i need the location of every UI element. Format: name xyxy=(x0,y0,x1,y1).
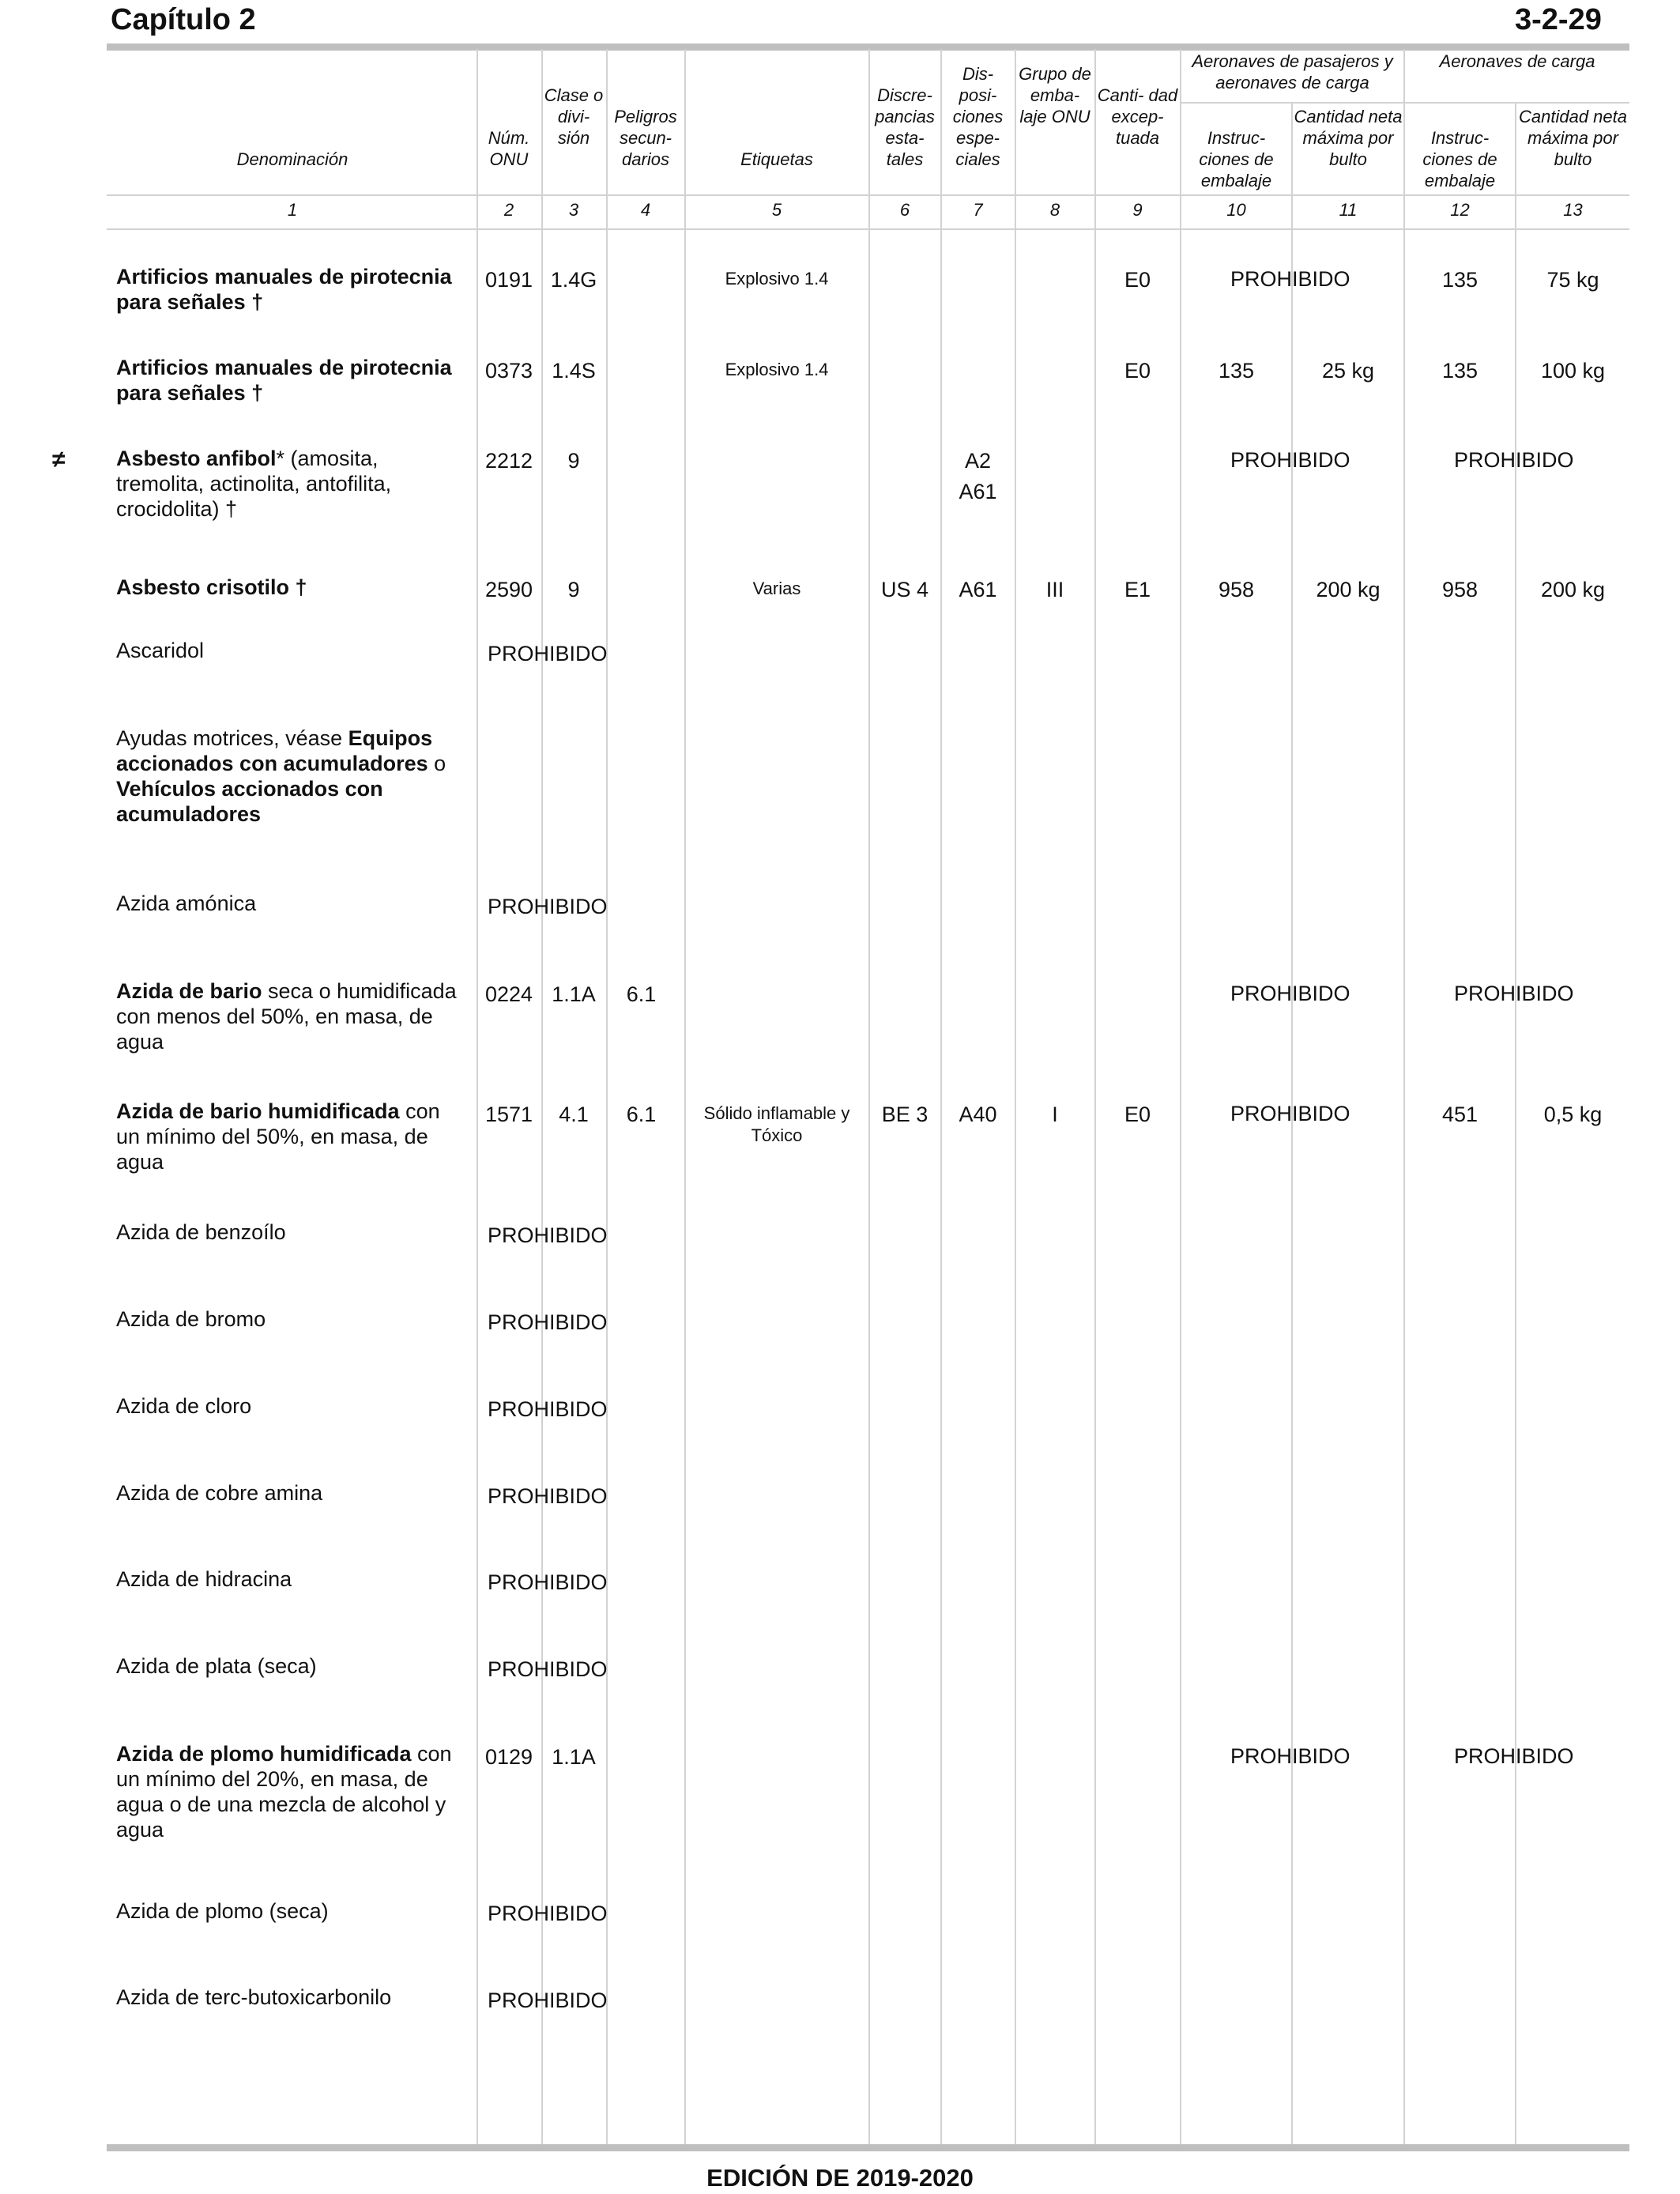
row-qty-passenger: 200 kg xyxy=(1316,578,1381,601)
row-subsidiary-hazard: 6.1 xyxy=(626,1103,657,1126)
row-qty-cargo: 0,5 kg xyxy=(1543,1103,1603,1126)
row-special-provision: A2 xyxy=(964,449,992,473)
row-name: Azida de plomo (seca) xyxy=(116,1899,329,1923)
row-name: Ayudas motrices, véase Equipos accionados con acumuladores o Vehículos accionados con acumuladores xyxy=(116,726,446,826)
colnum-5: 5 xyxy=(771,200,782,220)
row-state-variation: BE 3 xyxy=(881,1103,929,1126)
row-label: Sólido inflamable y Tóxico xyxy=(703,1103,850,1145)
row-name: Azida de plata (seca) xyxy=(116,1654,317,1678)
row-class: 1.1A xyxy=(552,982,596,1006)
header-instrucciones-p: Instruc- ciones de embalaje xyxy=(1199,128,1274,190)
row-un: 0373 xyxy=(484,359,533,383)
row-label: Explosivo 1.4 xyxy=(725,269,829,288)
row-pi-cargo: 135 xyxy=(1441,359,1478,383)
row-prohibited-cargo: PROHIBIDO xyxy=(1454,982,1574,1005)
colnum-8: 8 xyxy=(1049,200,1060,220)
page-number: 3-2-29 xyxy=(1515,3,1602,36)
header-denominacion: Denominación xyxy=(236,149,348,169)
colnum-13: 13 xyxy=(1563,200,1583,220)
colnum-11: 11 xyxy=(1339,200,1358,220)
row-name: Azida de cloro xyxy=(116,1394,252,1418)
row-class: 9 xyxy=(567,578,580,601)
row-excepted: E0 xyxy=(1124,268,1151,292)
row-qty-cargo: 75 kg xyxy=(1546,268,1599,292)
header-group-cargo: Aeronaves de carga xyxy=(1439,51,1595,71)
row-excepted: E0 xyxy=(1124,359,1151,383)
row-name: Azida de plomo humidificada con un mínimo del 20%, en masa, de agua o de una mezcla de alcohol y agua xyxy=(116,1742,452,1842)
header-group-passenger: Aeronaves de pasajeros y aeronaves de carga xyxy=(1192,51,1393,92)
row-name: Azida de terc-butoxicarbonilo xyxy=(116,1985,392,2009)
header-cantidad-c: Cantidad neta máxima por bulto xyxy=(1519,107,1627,169)
row-un: 0129 xyxy=(484,1745,533,1769)
row-special-provision: A40 xyxy=(959,1103,997,1126)
colnum-3: 3 xyxy=(568,200,579,220)
row-class: 4.1 xyxy=(559,1103,589,1126)
row-name: Azida de bromo xyxy=(116,1307,266,1331)
row-un: 2212 xyxy=(484,449,533,473)
row-prohibited-passenger: PROHIBIDO xyxy=(1230,1744,1350,1768)
row-qty-cargo: 200 kg xyxy=(1540,578,1606,601)
header-peligros: Peligros secun- darios xyxy=(614,107,677,169)
row-prohibited: PROHIBIDO xyxy=(488,1902,608,1925)
row-prohibited: PROHIBIDO xyxy=(488,1657,608,1681)
row-name: Azida de cobre amina xyxy=(116,1481,323,1505)
row-un: 2590 xyxy=(484,578,533,601)
row-prohibited-cargo: PROHIBIDO xyxy=(1454,1744,1574,1768)
row-class: 1.1A xyxy=(552,1745,596,1769)
row-name: Artificios manuales de pirotecnia para señales † xyxy=(116,356,452,405)
header-cantidad-p: Cantidad neta máxima por bulto xyxy=(1294,107,1403,169)
colnum-10: 10 xyxy=(1226,200,1246,220)
header-etiquetas: Etiquetas xyxy=(740,149,813,169)
row-pi-cargo: 135 xyxy=(1441,268,1478,292)
row-excepted: E0 xyxy=(1124,1103,1151,1126)
row-pi-passenger: 958 xyxy=(1218,578,1255,601)
row-qty-passenger: 25 kg xyxy=(1321,359,1375,383)
row-name: Azida de hidracina xyxy=(116,1567,292,1591)
row-name: Artificios manuales de pirotecnia para señales † xyxy=(116,265,452,314)
row-prohibited: PROHIBIDO xyxy=(488,1223,608,1247)
row-un: 0224 xyxy=(484,982,533,1006)
colnum-1: 1 xyxy=(287,200,298,220)
row-pi-cargo: 451 xyxy=(1441,1103,1478,1126)
row-name: Azida amónica xyxy=(116,892,257,915)
row-pi-passenger: 135 xyxy=(1218,359,1255,383)
row-name: Asbesto anfibol* (amosita, tremolita, actinolita, antofilita, crocidolita) † xyxy=(116,447,392,521)
row-excepted: E1 xyxy=(1124,578,1151,601)
row-label: Varias xyxy=(752,579,801,598)
row-class: 1.4G xyxy=(550,268,597,292)
change-mark: ≠ xyxy=(52,447,66,473)
row-packing-group: I xyxy=(1052,1103,1058,1126)
row-prohibited: PROHIBIDO xyxy=(488,1310,608,1334)
row-name: Azida de bario humidificada con un mínimo del 50%, en masa, de agua xyxy=(116,1099,440,1174)
header-grupo: Grupo de emba- laje ONU xyxy=(1019,64,1091,126)
row-prohibited-cargo: PROHIBIDO xyxy=(1454,448,1574,472)
row-special-provision: A61 xyxy=(959,578,997,601)
colnum-7: 7 xyxy=(973,200,983,220)
row-un: 0191 xyxy=(484,268,533,292)
row-prohibited: PROHIBIDO xyxy=(488,895,608,918)
row-class: 1.4S xyxy=(552,359,596,383)
colnum-12: 12 xyxy=(1450,200,1470,220)
bottom-rule xyxy=(107,2144,1629,2151)
row-prohibited-passenger: PROHIBIDO xyxy=(1230,982,1350,1005)
row-state-variation: US 4 xyxy=(880,578,929,601)
header-un: Núm. ONU xyxy=(488,128,530,169)
row-name: Azida de bario seca o humidificada con menos del 50%, en masa, de agua xyxy=(116,979,457,1054)
row-prohibited-passenger: PROHIBIDO xyxy=(1230,448,1350,472)
edition-footer: EDICIÓN DE 2019-2020 xyxy=(706,2164,974,2192)
header-disposiciones: Dis- posi- ciones espe- ciales xyxy=(952,64,1004,169)
header-clase: Clase o divi- sión xyxy=(544,85,604,148)
header-instrucciones-c: Instruc- ciones de embalaje xyxy=(1422,128,1497,190)
row-prohibited: PROHIBIDO xyxy=(488,642,608,665)
row-prohibited-passenger: PROHIBIDO xyxy=(1230,267,1350,291)
colnum-4: 4 xyxy=(640,200,651,220)
row-packing-group: III xyxy=(1045,578,1064,601)
row-special-provision-2: A61 xyxy=(959,480,997,503)
row-prohibited-passenger: PROHIBIDO xyxy=(1230,1102,1350,1125)
row-name: Ascaridol xyxy=(116,639,205,662)
row-subsidiary-hazard: 6.1 xyxy=(626,982,657,1006)
header-cantidad-exceptuada: Canti- dad excep- tuada xyxy=(1097,85,1178,148)
row-un: 1571 xyxy=(484,1103,533,1126)
chapter-title: Capítulo 2 xyxy=(111,3,256,36)
colnum-9: 9 xyxy=(1132,200,1143,220)
row-label: Explosivo 1.4 xyxy=(725,360,829,379)
row-prohibited: PROHIBIDO xyxy=(488,1484,608,1508)
row-pi-cargo: 958 xyxy=(1441,578,1478,601)
colnum-2: 2 xyxy=(503,200,514,220)
row-prohibited: PROHIBIDO xyxy=(488,1570,608,1594)
colnum-6: 6 xyxy=(899,200,910,220)
row-prohibited: PROHIBIDO xyxy=(488,1397,608,1421)
row-prohibited: PROHIBIDO xyxy=(488,1989,608,2012)
row-name: Azida de benzoílo xyxy=(116,1220,286,1244)
row-qty-cargo: 100 kg xyxy=(1540,359,1606,383)
row-name: Asbesto crisotilo † xyxy=(116,575,307,599)
header-discrepancias: Discre- pancias esta- tales xyxy=(875,85,935,169)
row-class: 9 xyxy=(567,449,580,473)
